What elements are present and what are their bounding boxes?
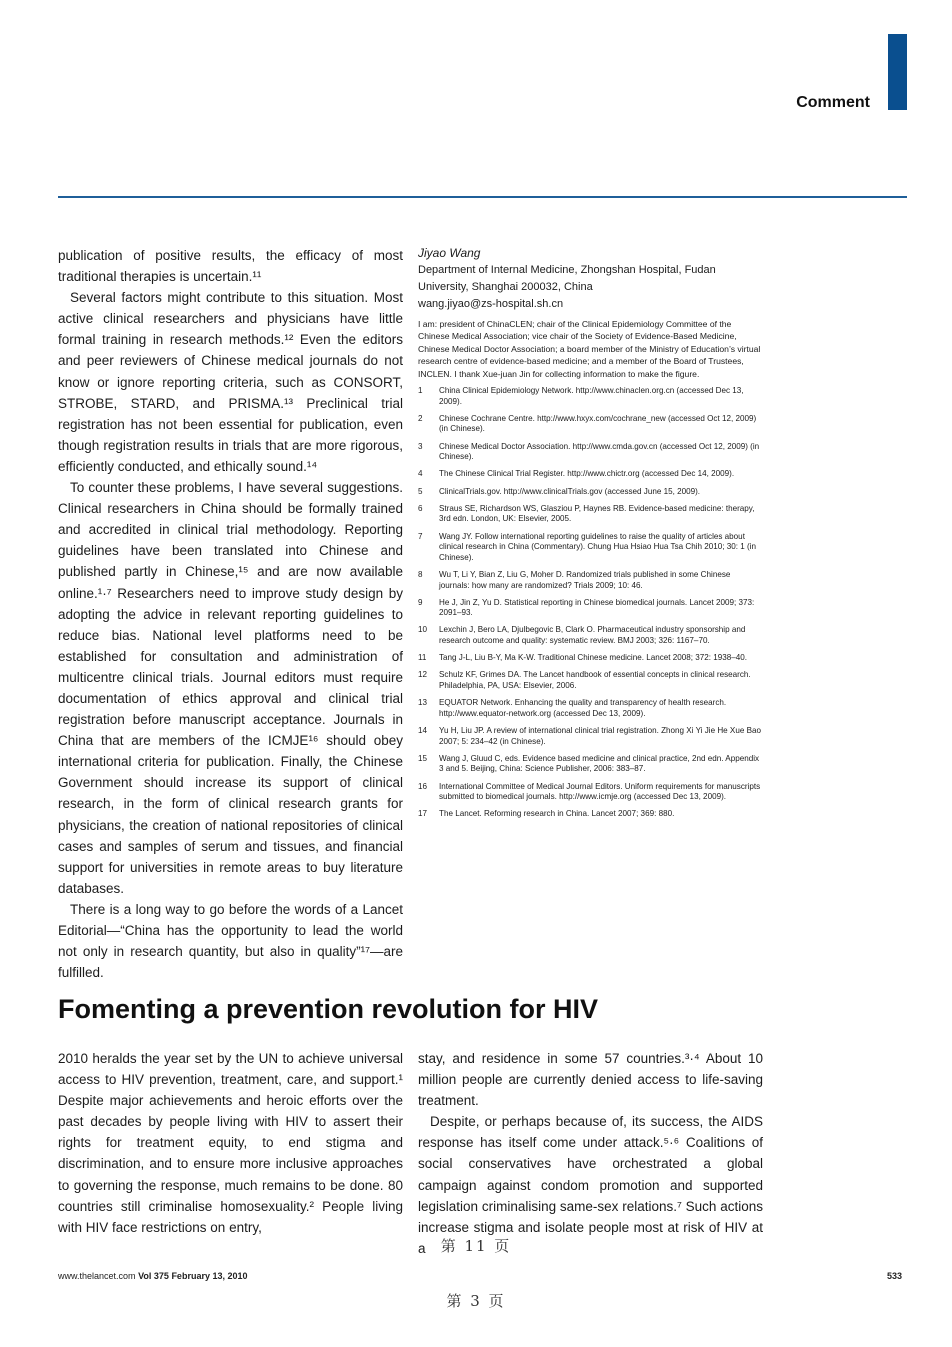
reference-text: Tang J-L, Liu B-Y, Ma K-W. Traditional Chinese medicine. Lancet 2008; 372: 1938–40. (439, 653, 748, 663)
reference-text: Chinese Medical Doctor Association. http://www.cmda.gov.cn (accessed Oct 12, 2009) (in Chinese). (439, 441, 760, 462)
reference-item (418, 570, 763, 591)
author-email[interactable]: wang.jiyao@zs-hospital.sh.cn (418, 298, 564, 310)
paragraph: Despite, or perhaps because of, its success, the AIDS response has itself come under attack.⁵·⁶ Coalitions of social conservatives have orchestrated a global campaign against condom promotion and supported legislation criminalising same-sex relations.⁷ Such actions increase stigma and isolate people most at risk of HIV at a (418, 1114, 763, 1256)
reference-item (418, 598, 763, 619)
reference-number: 7 (418, 531, 423, 541)
reference-item (418, 754, 763, 775)
reference-text: Schulz KF, Grimes DA. The Lancet handbook of essential concepts in clinical research. Philadelphia, PA, USA: Elsevier, 2006. (439, 670, 751, 691)
reference-item (418, 504, 763, 525)
reference-text: Lexchin J, Bero LA, Djulbegovic B, Clark O. Pharmaceutical industry sponsorship and research outcome and quality: systematic review. BMJ 2003; 326: 1167–70. (439, 625, 746, 646)
reference-item (418, 386, 763, 407)
reference-item (418, 625, 763, 646)
reference-number: 16 (418, 781, 428, 791)
reference-number: 6 (418, 503, 423, 513)
page-marker-bottom: 第 3 页 (446, 1292, 506, 1310)
reference-number: 9 (418, 597, 423, 607)
reference-item (418, 442, 763, 463)
reference-text: EQUATOR Network. Enhancing the quality and transparency of health research. http://www.equator-network.org (accessed Dec 13, 2009). (439, 698, 727, 718)
comment-column-1 (58, 245, 403, 983)
paragraph: To counter these problems, I have several suggestions. Clinical researchers in China should be formally trained and accredited in clinical trial methodology. Reporting guidelines have been translated into Chinese and published partly in Chinese,¹⁵ and are now available online.¹·⁷ Researchers need to improve study design by adopting the advice in relevant reporting guidelines to reduce bias. National level platforms need to be established for consultation and administration of multicentre clinical trials. Journal editors must require documentation of ethics approval and clinical trial registration before manuscript acceptance. Journals in China that are members of the ICMJE¹⁶ should obey international criteria for publication. Finally, the Chinese Government should increase its support of clinical research, in the form of clinical research grants for physicians, the creation of national repositories of clinical cases and samples of serum and tissues, and financial support for universities in remote areas to buy literature databases. (58, 480, 403, 896)
paragraph: 2010 heralds the year set by the UN to achieve universal access to HIV prevention, treatment, care, and support.¹ Despite major achievements and heroic efforts over the past decades by people living with HIV to assert their rights for treatment equity, to end stigma and discrimination, and to ensure more inclusive approaches to governing the response, much remains to be done. 80 countries still criminalise homosexuality.² People living with HIV face restrictions on entry, (58, 1051, 403, 1235)
page-marker-middle: 第 11 页 (440, 1237, 512, 1255)
reference-text: Straus SE, Richardson WS, Glasziou P, Haynes RB. Evidence-based medicine: therapy, 3rd edn. London, UK: Elsevier, 2005. (439, 503, 755, 524)
reference-text: The Lancet. Reforming research in China. Lancet 2007; 369: 880. (439, 809, 675, 819)
paragraph: Several factors might contribute to this situation. Most active clinical researchers and physicians have little formal training in research methods.¹² Even the editors and peer reviewers of Chinese medical journals do not know or ignore reporting criteria, such as CONSORT, STROBE, STARD, and PRISMA.¹³ Preclinical trial registration has not been essential for publication, even though registration results in trials that are more rigorous, efficiently conducted, and ethically sound.¹⁴ (58, 290, 403, 474)
reference-text: Chinese Cochrane Centre. http://www.hxyx.com/cochrane_new (accessed Oct 12, 2009) (in Chinese). (439, 413, 757, 434)
reference-number: 10 (418, 625, 428, 635)
reference-text: Wang JY. Follow international reporting guidelines to raise the quality of articles about clinical research in China (Commentary). Chung Hua Hsiao Hua Tsa Chih 2010; 30: 1 (in Chinese). (439, 531, 757, 562)
footer-citation (58, 1271, 248, 1281)
reference-item (418, 670, 763, 691)
author-name: Jiyao Wang (418, 246, 481, 260)
reference-text: China Clinical Epidemiology Network. http://www.chinaclen.org.cn (accessed Dec 13, 2009). (439, 386, 744, 406)
reference-text: Wang J, Gluud C, eds. Evidence based medicine and clinical practice, 2nd edn. Appendix 3 and 5. Beijing, China: Science Publisher, 2006: 383–87. (439, 753, 760, 774)
author-and-references (418, 245, 763, 827)
article-column-1 (58, 1048, 403, 1238)
article-column-2 (418, 1048, 763, 1259)
page-number: 533 (886, 1271, 902, 1281)
reference-number: 8 (418, 569, 423, 579)
reference-item (418, 782, 763, 803)
reference-number: 12 (418, 670, 428, 680)
reference-text: He J, Jin Z, Yu D. Statistical reporting in Chinese biomedical journals. Lancet 2009; 373: 2091–93. (439, 597, 755, 618)
reference-text: The Chinese Clinical Trial Register. http://www.chictr.org (accessed Dec 14, 2009). (439, 469, 735, 479)
reference-text: ClinicalTrials.gov. http://www.clinicalTrials.gov (accessed June 15, 2009). (439, 486, 701, 496)
reference-item (418, 469, 763, 480)
reference-text: Yu H, Liu JP. A review of international clinical trial registration. Zhong Xi Yi Jie He Xue Bao 2007; 5: 234–42 (in Chinese). (439, 726, 761, 746)
reference-text: International Committee of Medical Journal Editors. Uniform requirements for manuscripts submitted to biomedical journals. http://www.icmje.org (accessed Dec 13, 2009). (439, 781, 761, 802)
reference-item (418, 698, 763, 719)
paragraph: stay, and residence in some 57 countries.³·⁴ About 10 million people are currently denied access to life-saving treatment. (418, 1051, 763, 1109)
reference-item (418, 414, 763, 435)
author-affiliation: Department of Internal Medicine, Zhongshan Hospital, Fudan University, Shanghai 200032, China (418, 264, 716, 293)
reference-number: 1 (418, 386, 423, 396)
reference-item (418, 653, 763, 664)
footer-volume: Vol 375 (138, 1271, 169, 1281)
declaration: I am: president of ChinaCLEN; chair of the Clinical Epidemiology Committee of the Chinese Medical Association; vice chair of the Society of Evidence-Based Medicine, Chinese Medical Doctor Association; a board member of the Ministry of Education’s virtual research centre of evidence-based medicine; and a member of the Board of Trustees, INCLEN. I thank Xue-juan Jin for collecting information to make the figure. (418, 319, 761, 379)
section-color-bar (888, 34, 907, 110)
section-label: Comment (796, 94, 870, 111)
paragraph: publication of positive results, the efficacy of most traditional therapies is uncertain.¹¹ (58, 248, 403, 285)
reference-number: 13 (418, 698, 428, 708)
reference-item (418, 532, 763, 564)
reference-number: 2 (418, 413, 423, 423)
reference-number: 3 (418, 441, 423, 451)
paragraph: There is a long way to go before the words of a Lancet Editorial—“China has the opportunity to lead the world not only in research quantity, but also in quality”¹⁷—are fulfilled. (58, 901, 403, 981)
reference-item (418, 487, 763, 498)
reference-number: 17 (418, 809, 428, 819)
header-rule (58, 196, 907, 198)
reference-number: 15 (418, 753, 428, 763)
reference-number: 11 (418, 653, 427, 663)
reference-number: 4 (418, 469, 423, 479)
reference-number: 5 (418, 486, 423, 496)
article-title: Fomenting a prevention revolution for HIV (58, 994, 599, 1024)
reference-item (418, 809, 763, 820)
reference-list (418, 386, 763, 820)
footer-date: February 13, 2010 (171, 1271, 248, 1281)
reference-text: Wu T, Li Y, Bian Z, Liu G, Moher D. Randomized trials published in some Chinese journals: how many are randomized? Trials 2009; 10: 46. (439, 569, 731, 590)
reference-item (418, 726, 763, 747)
footer-url[interactable]: www.thelancet.com (58, 1271, 136, 1281)
reference-number: 14 (418, 726, 428, 735)
